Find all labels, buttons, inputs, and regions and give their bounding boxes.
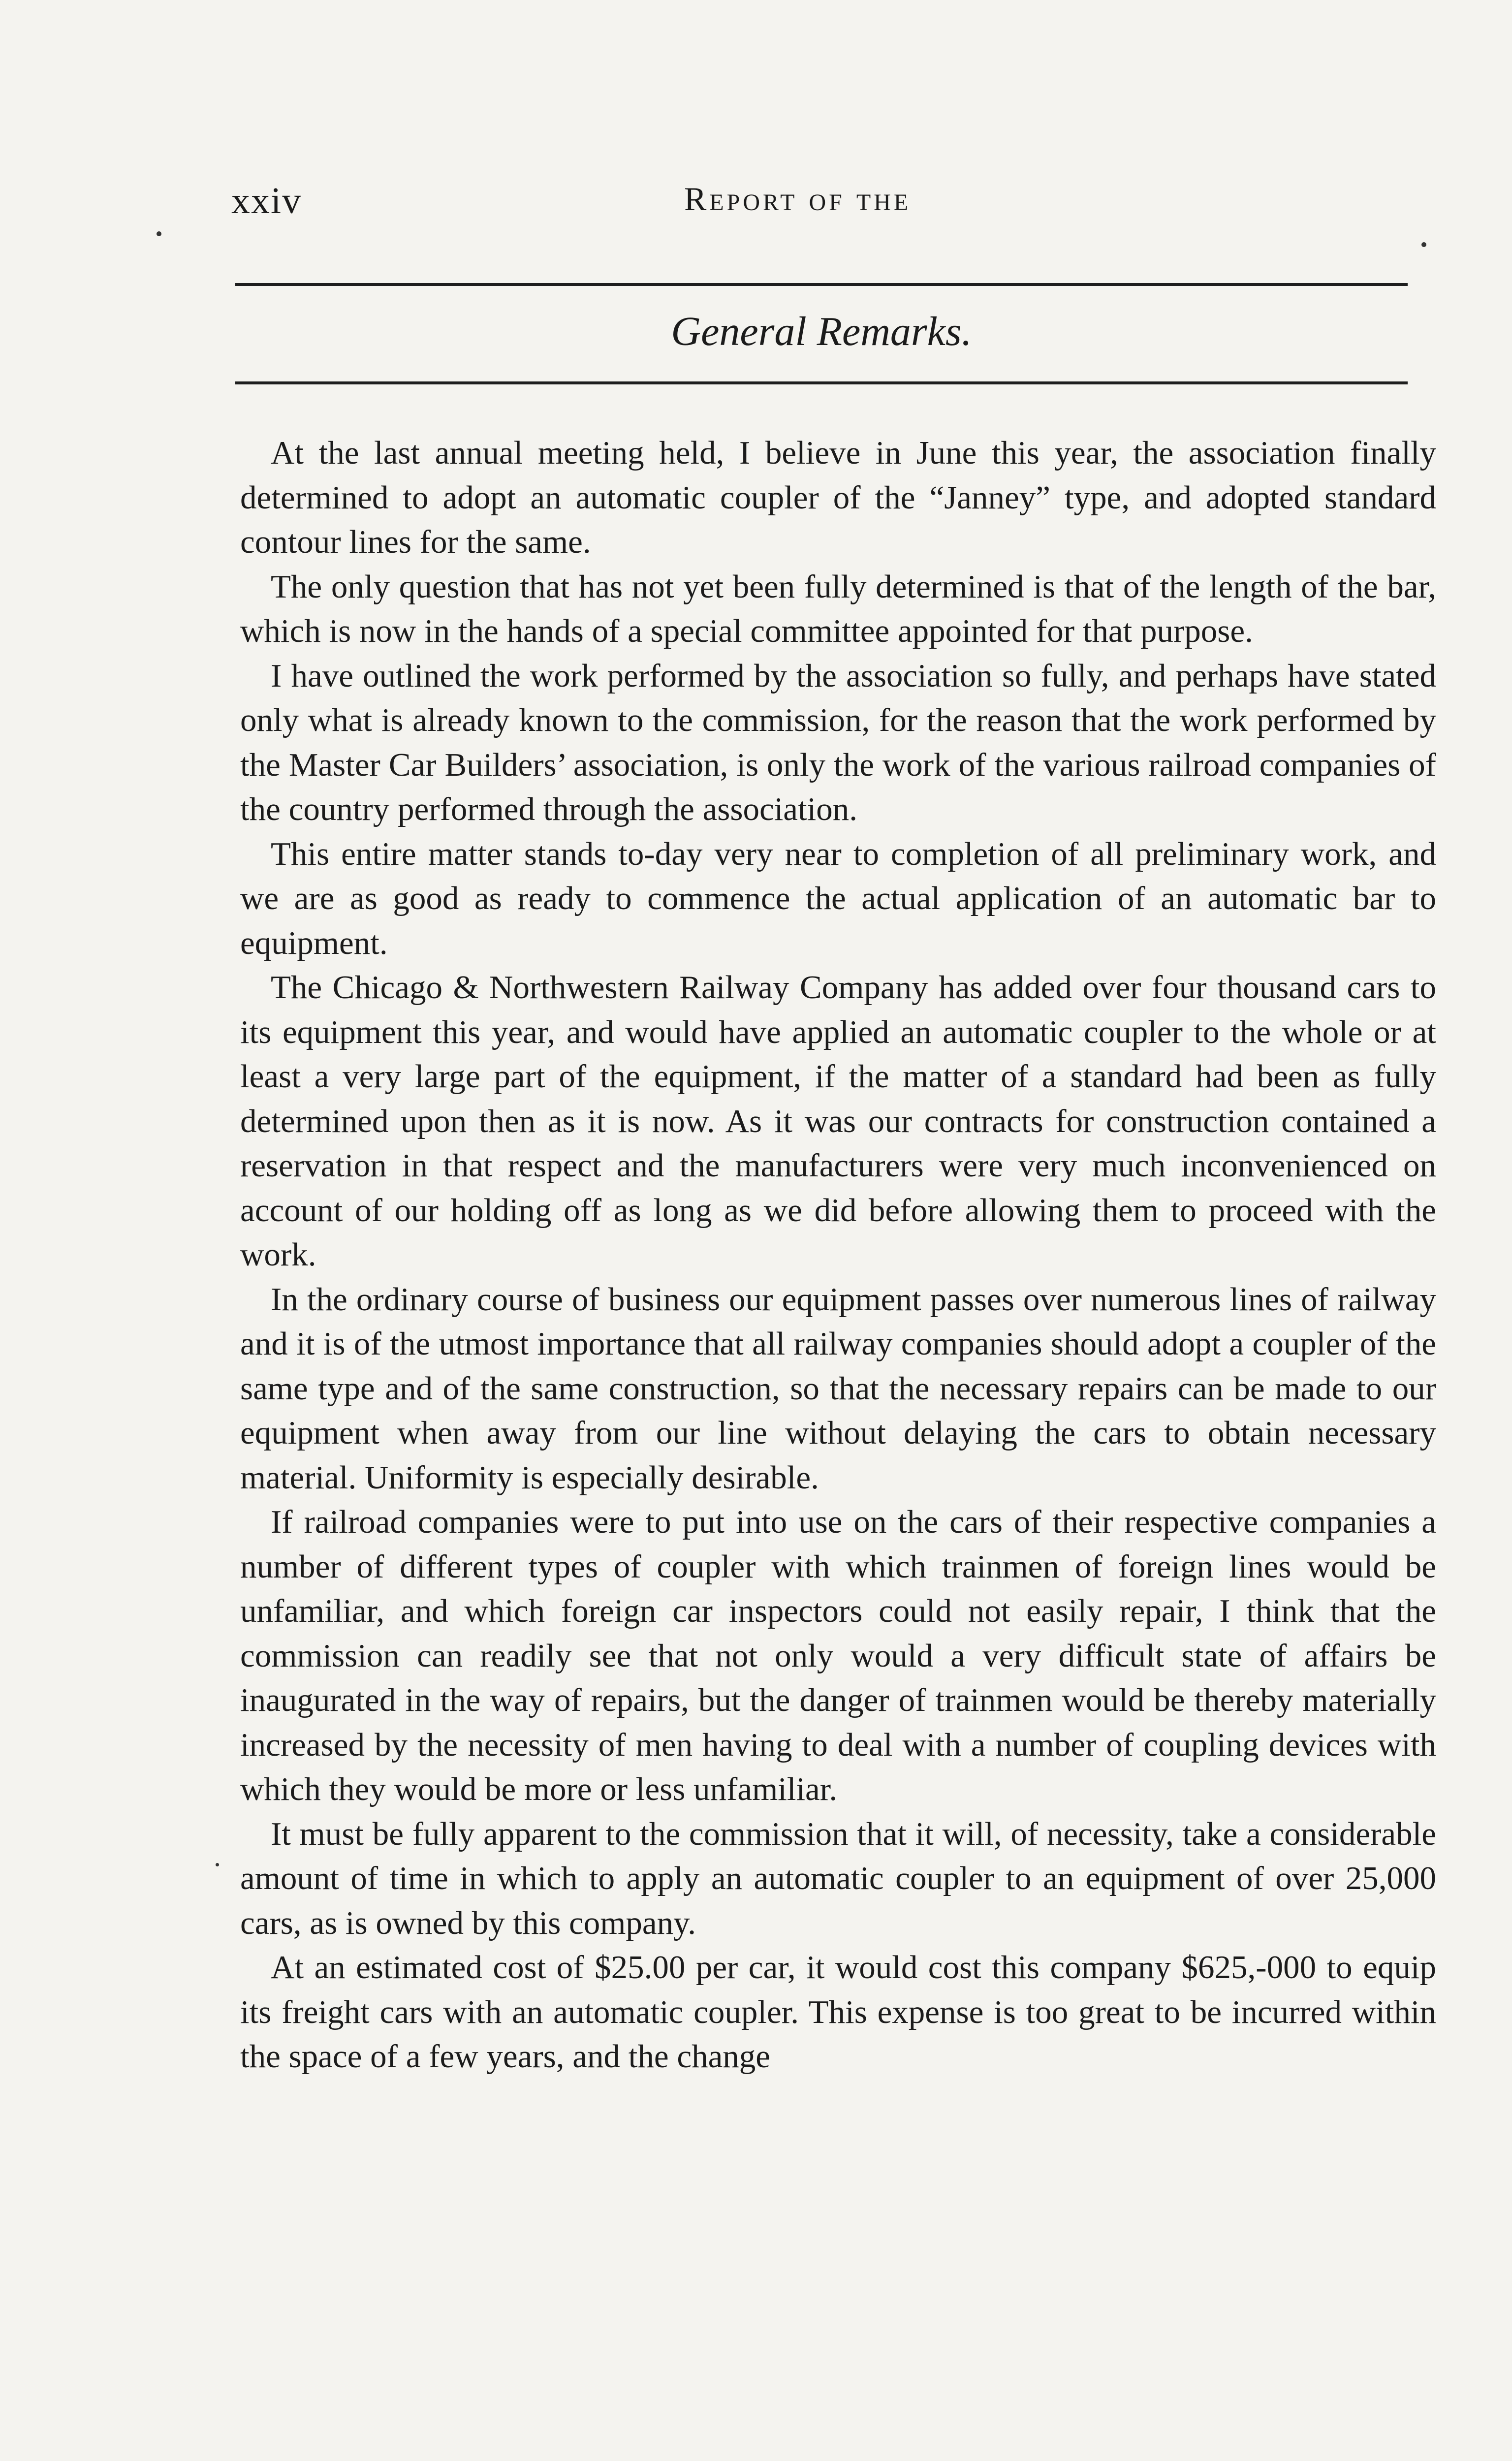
paragraph-9: At an estimated cost of $25.00 per car, it would cost this company $625,-000 to equip its freight cars with an automatic coupler. This expense is too great to be incurred within the space of a few years, and the change — [240, 1949, 1436, 2075]
top-rule — [235, 283, 1408, 286]
bottom-rule — [235, 381, 1408, 384]
body-text — [240, 431, 1436, 2079]
running-head — [231, 170, 1422, 229]
paragraph-1: At the last annual meeting held, I believe in June this year, the association finally determined to adopt an automatic coupler of the “Janney” type, and adopted standard contour lines for the same. — [240, 435, 1436, 560]
print-speck-left — [157, 231, 161, 236]
print-speck-margin — [216, 1863, 219, 1866]
running-title: Report of the — [684, 180, 912, 218]
paragraph-5: The Chicago & Northwestern Railway Company has added over four thousand cars to its equipment this year, and would have applied an automatic coupler to the whole or at least a very large part of the equipment, if the matter of a standard had been as fully determined upon then as it is now. As it was our contracts for construction contained a reservation in that respect and the manufacturers were very much inconvenienced on account of our holding off as long as we did before allowing them to proceed with the work. — [240, 969, 1436, 1273]
paragraph-6: In the ordinary course of business our equipment passes over numerous lines of railway and it is of the utmost importance that all railway companies should adopt a coupler of the same type and of the same construction, so that the necessary repairs can be made to our equipment when away from our line without delaying the cars to obtain necessary material. Uniformity is especially desirable. — [240, 1281, 1436, 1496]
section-title: General Remarks. — [671, 309, 972, 354]
paragraph-4: This entire matter stands to-day very near to completion of all preliminary work, and we are as good as ready to commence the actual application of an automatic bar to equipment. — [240, 835, 1436, 961]
paragraph-3: I have outlined the work performed by the association so fully, and perhaps have stated only what is already known to the commission, for the reason that the work performed by the Master Car Builders’ association, is only the work of the various railroad companies of the country performed through the association. — [240, 657, 1436, 827]
paragraph-7: If railroad companies were to put into use on the cars of their respective companies a number of different types of coupler with which trainmen of foreign lines would be unfamiliar, and which foreign car inspectors could not easily repair, I think that the commission can readily see that not only would a very difficult state of affairs be inaugurated in the way of repairs, but the danger of trainmen would be thereby materially increased by the necessity of men having to deal with a number of coupling devices with which they would be more or less unfamiliar. — [240, 1504, 1436, 1807]
paragraph-8: It must be fully apparent to the commission that it will, of necessity, take a considerable amount of time in which to apply an automatic coupler to an equipment of over 25,000 cars, as is owned by this company. — [240, 1815, 1436, 1941]
print-speck-right — [1421, 242, 1426, 247]
paragraph-2: The only question that has not yet been fully determined is that of the length of the bar, which is now in the hands of a special committee appointed for that purpose. — [240, 568, 1436, 649]
page-number: xxiv — [231, 180, 302, 221]
